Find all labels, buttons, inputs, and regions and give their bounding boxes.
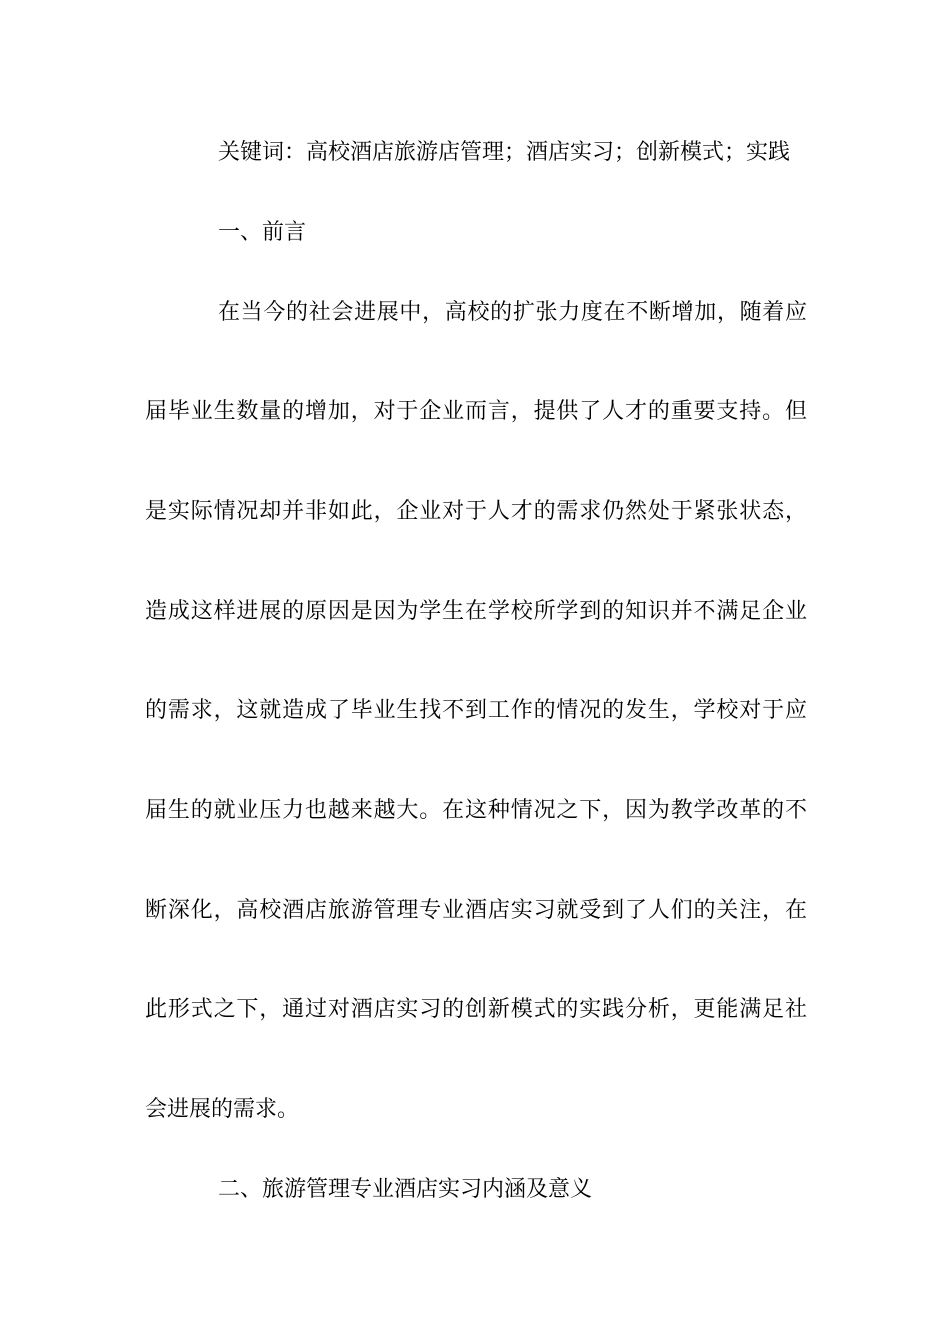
- keywords-line: 关键词：高校酒店旅游店管理；酒店实习；创新模式；实践: [218, 140, 791, 165]
- paragraph-line: 届生的就业压力也越来越大。在这种情况之下，因为教学改革的不: [145, 798, 807, 823]
- section-heading-introduction: 一、前言: [218, 220, 307, 245]
- paragraph-line: 届毕业生数量的增加，对于企业而言，提供了人才的重要支持。但: [145, 399, 807, 424]
- paragraph-line: 是实际情况却并非如此，企业对于人才的需求仍然处于紧张状态，: [145, 499, 807, 524]
- paragraph-line: 的需求，这就造成了毕业生找不到工作的情况的发生，学校对于应: [145, 698, 807, 723]
- paragraph-line: 断深化，高校酒店旅游管理专业酒店实习就受到了人们的关注，在: [145, 898, 807, 923]
- paragraph-line: 会进展的需求。: [145, 1097, 300, 1122]
- paragraph-line: 造成这样进展的原因是因为学生在学校所学到的知识并不满足企业: [145, 599, 807, 624]
- section-heading-connotation: 二、旅游管理专业酒店实习内涵及意义: [218, 1177, 593, 1202]
- paragraph-line: 此形式之下，通过对酒店实习的创新模式的实践分析，更能满足社: [145, 997, 807, 1022]
- paragraph-line: 在当今的社会进展中，高校的扩张力度在不断增加，随着应: [218, 300, 807, 325]
